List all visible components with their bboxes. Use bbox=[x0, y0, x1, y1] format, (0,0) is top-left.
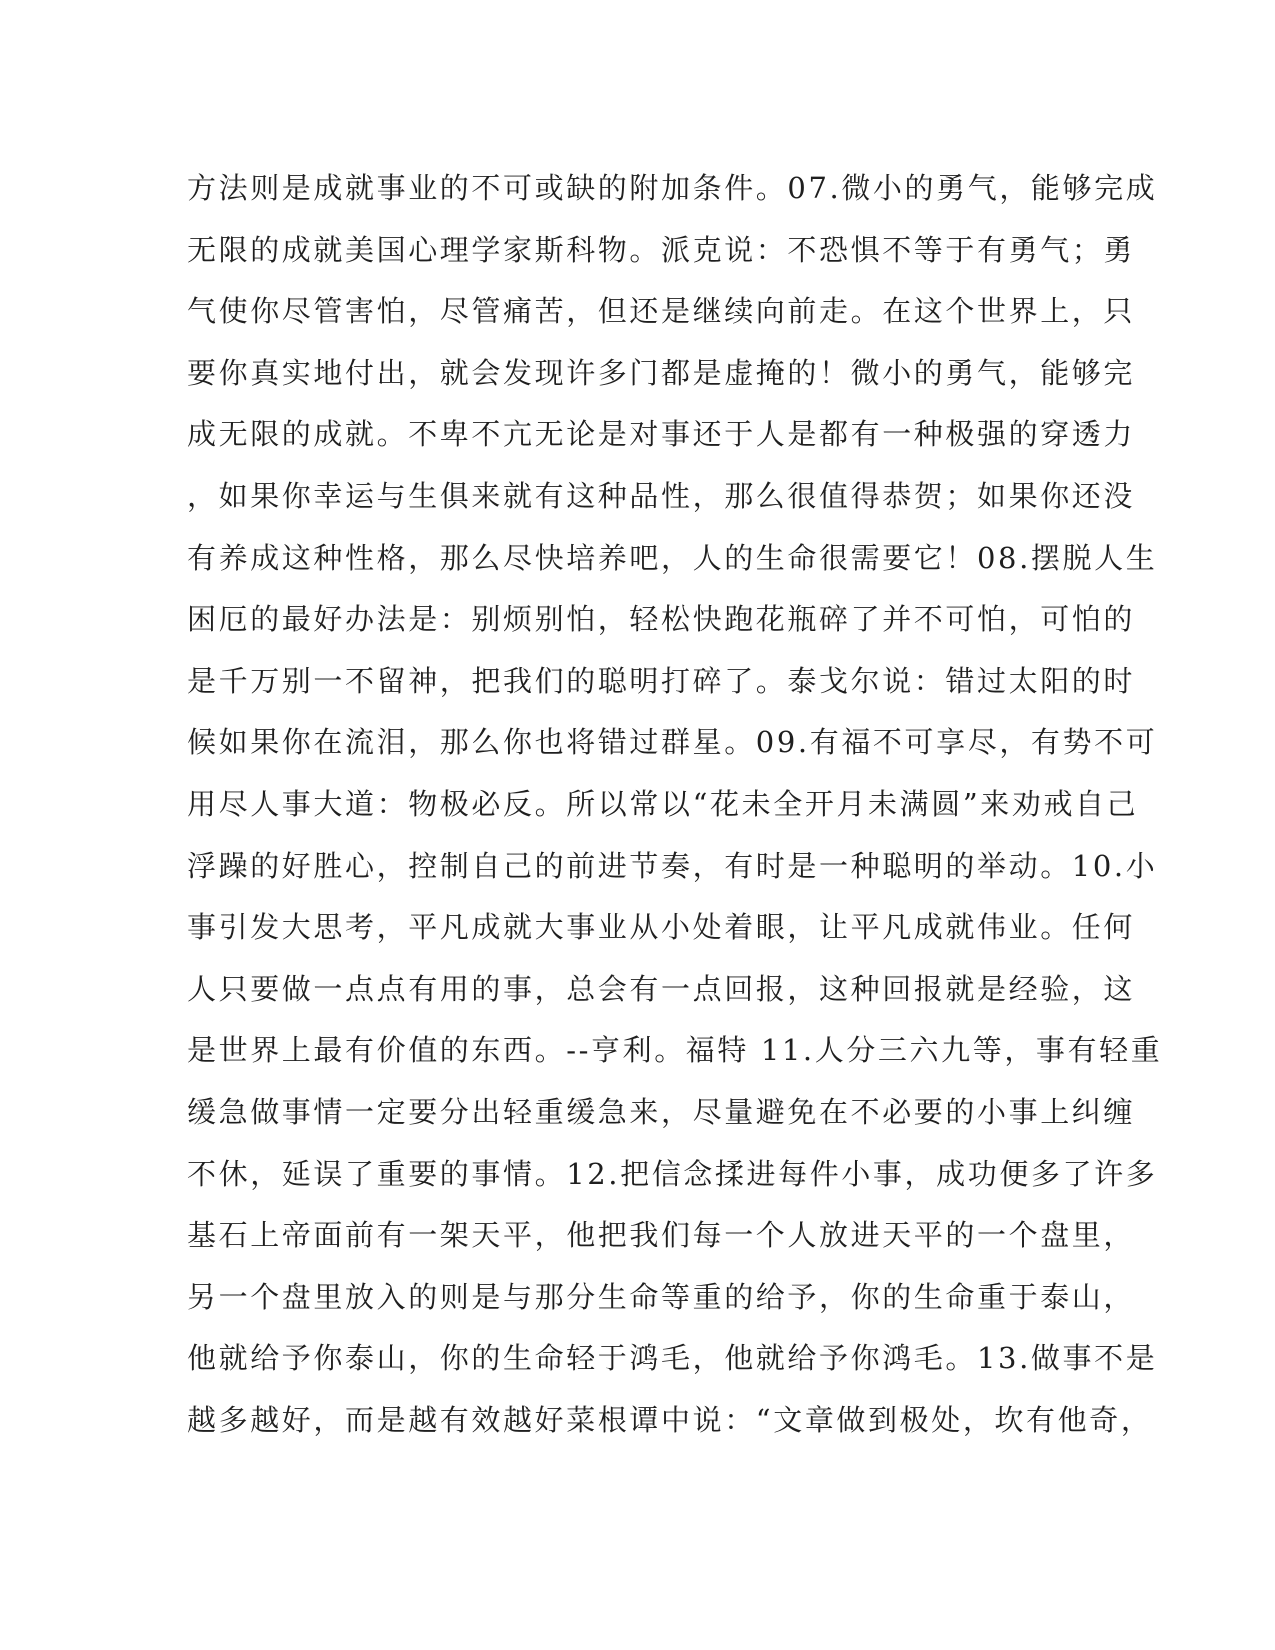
text-line: ，如果你幸运与生俱来就有这种品性，那么很值得恭贺；如果你还没 bbox=[187, 478, 1136, 513]
text-line: 候如果你在流泪，那么你也将错过群星。09.有福不可享尽，有势不可 bbox=[187, 725, 1158, 760]
text-line: 缓急做事情一定要分出轻重缓急来，尽量避免在不必要的小事上纠缠 bbox=[187, 1094, 1136, 1129]
text-line: 事引发大思考，平凡成就大事业从小处着眼，让平凡成就伟业。任何 bbox=[187, 910, 1136, 945]
text-line: 是千万别一不留神，把我们的聪明打碎了。泰戈尔说：错过太阳的时 bbox=[187, 663, 1136, 698]
body-text bbox=[187, 158, 1163, 1451]
text-line: 方法则是成就事业的不可或缺的附加条件。07.微小的勇气，能够完成 bbox=[187, 171, 1158, 205]
text-line: 基石上帝面前有一架天平，他把我们每一个人放进天平的一个盘里， bbox=[187, 1218, 1136, 1253]
text-line: 越多越好，而是越有效越好菜根谭中说：“文章做到极处，坎有他奇， bbox=[187, 1402, 1153, 1437]
text-line: 无限的成就美国心理学家斯科物。派克说：不恐惧不等于有勇气；勇 bbox=[187, 232, 1136, 267]
text-line: 成无限的成就。不卑不亢无论是对事还于人是都有一种极强的穿透力 bbox=[187, 417, 1136, 452]
text-line: 困厄的最好办法是：别烦别怕，轻松快跑花瓶碎了并不可怕，可怕的 bbox=[187, 602, 1136, 637]
text-line: 气使你尽管害怕，尽管痛苦，但还是继续向前走。在这个世界上，只 bbox=[187, 294, 1136, 329]
text-line: 是世界上最有价值的东西。--亨利。福特 11.人分三六九等，事有轻重 bbox=[187, 1033, 1163, 1068]
text-line: 有养成这种性格，那么尽快培养吧，人的生命很需要它！08.摆脱人生 bbox=[187, 540, 1158, 575]
text-line: 浮躁的好胜心，控制自己的前进节奏，有时是一种聪明的举动。10.小 bbox=[187, 848, 1158, 883]
text-line: 要你真实地付出，就会发现许多门都是虚掩的！微小的勇气，能够完 bbox=[187, 355, 1136, 390]
text-line: 用尽人事大道：物极必反。所以常以“花未全开月未满圆”来劝戒自己 bbox=[187, 786, 1139, 821]
text-line: 人只要做一点点有用的事，总会有一点回报，这种回报就是经验，这 bbox=[187, 971, 1136, 1006]
text-line: 另一个盘里放入的则是与那分生命等重的给予，你的生命重于泰山， bbox=[187, 1279, 1136, 1314]
text-line: 他就给予你泰山，你的生命轻于鸿毛，他就给予你鸿毛。13.做事不是 bbox=[187, 1341, 1158, 1376]
text-line: 不休，延误了重要的事情。12.把信念揉进每件小事，成功便多了许多 bbox=[187, 1156, 1158, 1191]
